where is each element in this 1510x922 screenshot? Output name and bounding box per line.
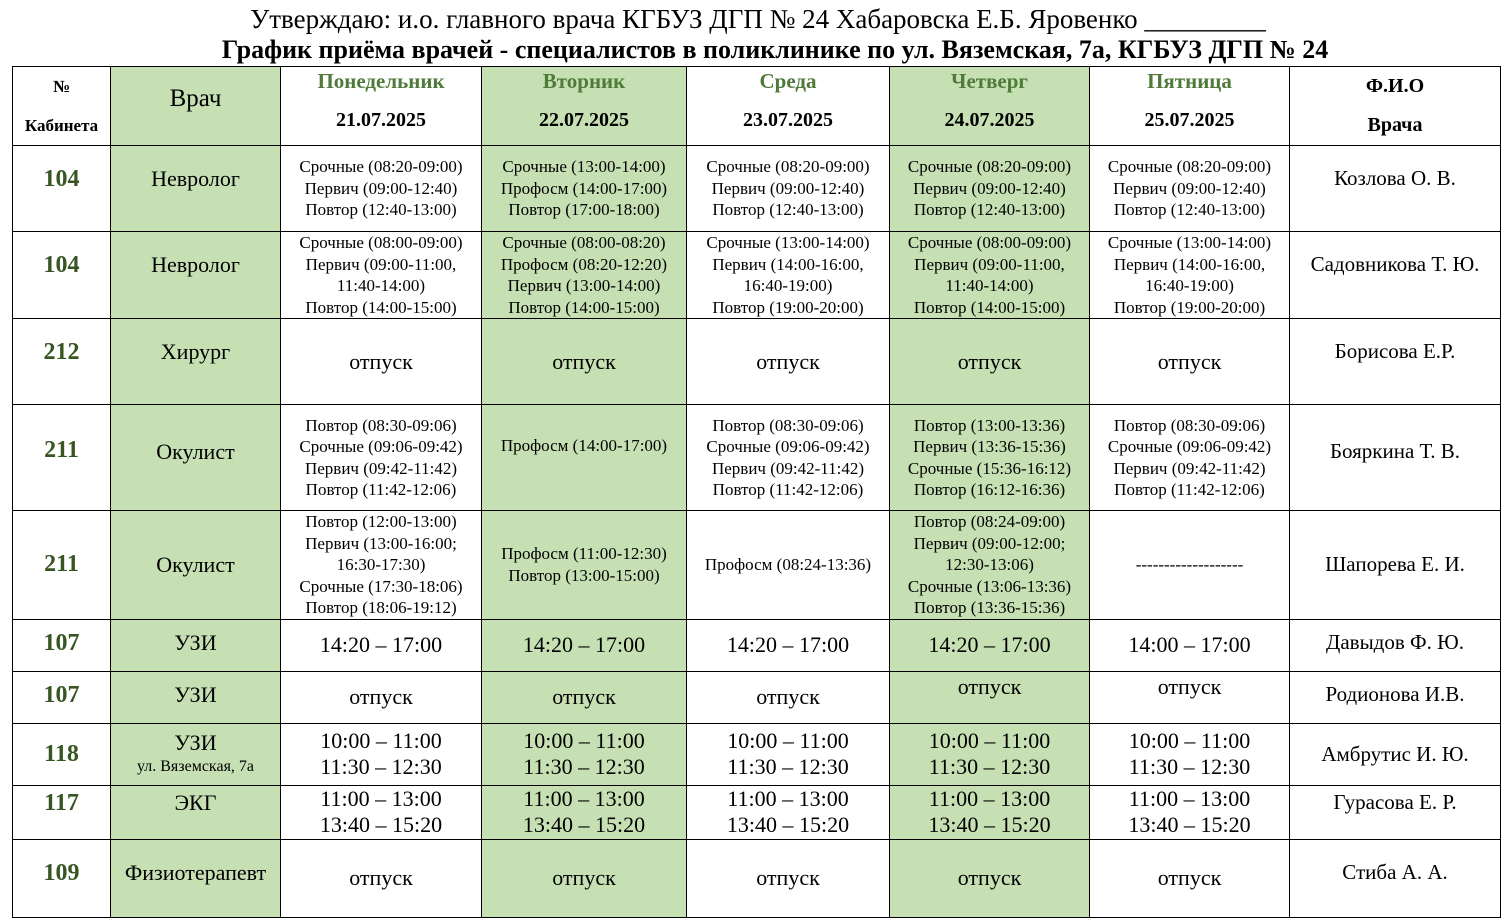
schedule-cell: 11:00 – 13:00 13:40 – 15:20: [890, 785, 1090, 839]
specialty: Окулист: [111, 405, 281, 511]
room-number: 118: [13, 723, 111, 785]
room-number: 104: [13, 232, 111, 319]
schedule-cell: 14:20 – 17:00: [281, 619, 482, 671]
table-row: [13, 232, 1501, 319]
room-number: 109: [13, 839, 111, 917]
doctor-column-header: Врач: [111, 67, 281, 146]
specialty: Физиотерапевт: [111, 839, 281, 917]
schedule-cell: 11:00 – 13:00 13:40 – 15:20: [482, 785, 687, 839]
schedule-cell: Повтор (12:00-13:00) Первич (13:00-16:00; 16:30-17:30) Срочные (17:30-18:06) Повтор (18:06-19:12): [281, 511, 482, 620]
schedule-cell: 11:00 – 13:00 13:40 – 15:20: [281, 785, 482, 839]
schedule-table: [12, 66, 1501, 918]
schedule-cell: Повтор (08:30-09:06) Срочные (09:06-09:42) Первич (09:42-11:42) Повтор (11:42-12:06): [1090, 405, 1290, 511]
schedule-cell: 10:00 – 11:00 11:30 – 12:30: [890, 723, 1090, 785]
schedule-cell: Профосм (08:24-13:36): [687, 511, 890, 620]
approval-line: Утверждаю: и.о. главного врача КГБУЗ ДГП № 24 Хабаровска Е.Б. Яровенко _________: [250, 4, 1266, 34]
schedule-cell: отпуск: [890, 671, 1090, 723]
schedule-cell: Срочные (08:20-09:00) Первич (09:00-12:40) Повтор (12:40-13:00): [890, 146, 1090, 232]
table-row: [13, 671, 1501, 723]
table-row: [13, 511, 1501, 620]
day-header-monday: [281, 67, 482, 146]
room-header-line2: Кабинета: [24, 116, 99, 135]
schedule-cell: -------------------: [1090, 511, 1290, 620]
room-column-header: [13, 67, 111, 146]
day-header-friday: [1090, 67, 1290, 146]
schedule-cell: 14:20 – 17:00: [482, 619, 687, 671]
schedule-cell: отпуск: [1090, 671, 1290, 723]
specialty: Хирург: [111, 319, 281, 405]
room-header-line1: №: [52, 77, 71, 96]
schedule-cell: отпуск: [687, 671, 890, 723]
schedule-cell: Повтор (08:30-09:06) Срочные (09:06-09:42) Первич (09:42-11:42) Повтор (11:42-12:06): [281, 405, 482, 511]
room-number: 211: [13, 405, 111, 511]
schedule-cell: отпуск: [890, 319, 1090, 405]
schedule-cell: Срочные (08:20-09:00) Первич (09:00-12:40) Повтор (12:40-13:00): [687, 146, 890, 232]
schedule-cell: отпуск: [1090, 839, 1290, 917]
table-row: [13, 319, 1501, 405]
schedule-cell: Профосм (14:00-17:00): [482, 405, 687, 511]
schedule-cell: Повтор (08:30-09:06) Срочные (09:06-09:42) Первич (09:42-11:42) Повтор (11:42-12:06): [687, 405, 890, 511]
doctor-name: Шапорева Е. И.: [1290, 511, 1501, 620]
specialty: Окулист: [111, 511, 281, 620]
specialty-address: ул. Вяземская, 7а: [136, 758, 255, 775]
room-number: 117: [13, 785, 111, 839]
day-date: 23.07.2025: [743, 109, 833, 131]
doctor-name: Родионова И.В.: [1290, 671, 1501, 723]
table-row: [13, 839, 1501, 917]
schedule-cell: Срочные (13:00-14:00) Первич (14:00-16:00, 16:40-19:00) Повтор (19:00-20:00): [687, 232, 890, 319]
schedule-cell: 14:20 – 17:00: [890, 619, 1090, 671]
day-name: Среда: [759, 69, 817, 93]
doctor-name: Козлова О. В.: [1290, 146, 1501, 232]
schedule-cell: 10:00 – 11:00 11:30 – 12:30: [482, 723, 687, 785]
day-name: Понедельник: [317, 69, 445, 93]
schedule-cell: Повтор (08:24-09:00) Первич (09:00-12:00; 12:30-13:06) Срочные (13:06-13:36) Повтор (13:36-15:36): [890, 511, 1090, 620]
room-number: 104: [13, 146, 111, 232]
schedule-cell: отпуск: [482, 671, 687, 723]
day-date: 21.07.2025: [336, 109, 426, 131]
doctor-name: Давыдов Ф. Ю.: [1290, 619, 1501, 671]
schedule-cell: отпуск: [890, 839, 1090, 917]
schedule-cell: 14:20 – 17:00: [687, 619, 890, 671]
day-date: 22.07.2025: [539, 109, 629, 131]
day-header-tuesday: [482, 67, 687, 146]
day-name: Пятница: [1147, 69, 1232, 93]
table-row: [13, 723, 1501, 785]
table-row: [13, 405, 1501, 511]
specialty: ЭКГ: [111, 785, 281, 839]
fio-header-line2: Врача: [1367, 114, 1423, 136]
fio-header-line1: Ф.И.О: [1365, 75, 1425, 97]
schedule-cell: 11:00 – 13:00 13:40 – 15:20: [1090, 785, 1290, 839]
doctor-name: Амбрутис И. Ю.: [1290, 723, 1501, 785]
day-date: 25.07.2025: [1144, 109, 1235, 131]
schedule-cell: отпуск: [687, 839, 890, 917]
doctor-name: Борисова Е.Р.: [1290, 319, 1501, 405]
day-header-thursday: [890, 67, 1090, 146]
doctor-name: Гурасова Е. Р.: [1290, 785, 1501, 839]
doctor-name: Садовникова Т. Ю.: [1290, 232, 1501, 319]
schedule-cell: Срочные (08:00-09:00) Первич (09:00-11:00, 11:40-14:00) Повтор (14:00-15:00): [890, 232, 1090, 319]
schedule-cell: 10:00 – 11:00 11:30 – 12:30: [687, 723, 890, 785]
specialty: УЗИ: [111, 671, 281, 723]
schedule-cell: отпуск: [687, 319, 890, 405]
specialty: Невролог: [111, 146, 281, 232]
table-row: [13, 619, 1501, 671]
schedule-cell: Срочные (13:00-14:00) Первич (14:00-16:00, 16:40-19:00) Повтор (19:00-20:00): [1090, 232, 1290, 319]
day-name: Вторник: [542, 69, 626, 93]
fio-column-header: [1290, 67, 1501, 146]
schedule-cell: Срочные (08:00-09:00) Первич (09:00-11:00, 11:40-14:00) Повтор (14:00-15:00): [281, 232, 482, 319]
schedule-cell: отпуск: [281, 839, 482, 917]
schedule-cell: отпуск: [1090, 319, 1290, 405]
specialty: Невролог: [111, 232, 281, 319]
schedule-cell: Срочные (08:20-09:00) Первич (09:00-12:40) Повтор (12:40-13:00): [281, 146, 482, 232]
doctor-name: Стиба А. А.: [1290, 839, 1501, 917]
schedule-cell: отпуск: [281, 319, 482, 405]
table-row: [13, 785, 1501, 839]
schedule-cell: Срочные (08:00-08:20) Профосм (08:20-12:20) Первич (13:00-14:00) Повтор (14:00-15:00): [482, 232, 687, 319]
schedule-cell: отпуск: [281, 671, 482, 723]
day-name: Четверг: [951, 69, 1028, 93]
room-number: 212: [13, 319, 111, 405]
room-number: 107: [13, 671, 111, 723]
schedule-cell: Срочные (08:20-09:00) Первич (09:00-12:40) Повтор (12:40-13:00): [1090, 146, 1290, 232]
room-number: 211: [13, 511, 111, 620]
room-number: 107: [13, 619, 111, 671]
doctor-name: Бояркина Т. В.: [1290, 405, 1501, 511]
schedule-cell: отпуск: [482, 319, 687, 405]
header-row: [13, 67, 1501, 146]
schedule-cell: Повтор (13:00-13:36) Первич (13:36-15:36) Срочные (15:36-16:12) Повтор (16:12-16:36): [890, 405, 1090, 511]
schedule-cell: Профосм (11:00-12:30) Повтор (13:00-15:00): [482, 511, 687, 620]
specialty: УЗИ: [174, 730, 217, 755]
schedule-cell: Срочные (13:00-14:00) Профосм (14:00-17:00) Повтор (17:00-18:00): [482, 146, 687, 232]
specialty: УЗИ: [111, 619, 281, 671]
schedule-cell: 10:00 – 11:00 11:30 – 12:30: [281, 723, 482, 785]
day-header-wednesday: [687, 67, 890, 146]
schedule-cell: 14:00 – 17:00: [1090, 619, 1290, 671]
schedule-cell: отпуск: [482, 839, 687, 917]
specialty-cell: [111, 723, 281, 785]
schedule-cell: 11:00 – 13:00 13:40 – 15:20: [687, 785, 890, 839]
day-date: 24.07.2025: [944, 109, 1035, 131]
page-title: График приёма врачей - специалистов в поликлинике по ул. Вяземская, 7а, КГБУЗ ДГП № 24: [221, 35, 1329, 64]
schedule-cell: 10:00 – 11:00 11:30 – 12:30: [1090, 723, 1290, 785]
table-row: [13, 146, 1501, 232]
